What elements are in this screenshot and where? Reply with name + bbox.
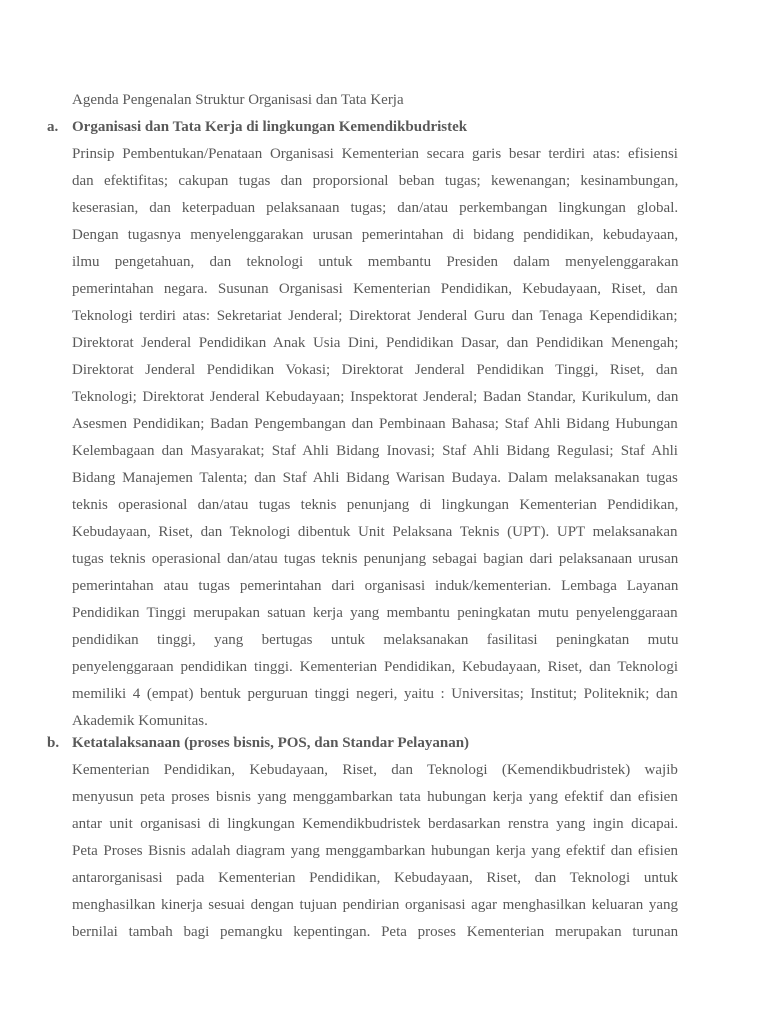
paragraph-line: Kelembagaan dan Masyarakat; Staf Ahli Bidang Inovasi; Staf Ahli Bidang Regulasi; Staf Ahli	[72, 443, 678, 459]
section-b-heading	[47, 730, 687, 757]
agenda-title: Agenda Pengenalan Struktur Organisasi dan Tata Kerja	[72, 92, 404, 108]
paragraph-line: menghasilkan kinerja sesuai dengan tujuan pendirian organisasi agar menghasilkan keluaran yang	[72, 897, 679, 913]
paragraph-line: pendidikan tinggi, yang bertugas untuk melaksanakan fasilitasi peningkatan mutu	[72, 632, 679, 648]
paragraph-line: teknis operasional dan/atau tugas teknis penunjang di lingkungan Kementerian Pendidikan,	[72, 497, 679, 513]
paragraph-line: memiliki 4 (empat) bentuk perguruan tinggi negeri, yaitu : Universitas; Institut; Politeknik; dan	[72, 686, 678, 702]
paragraph-line: penyelenggaraan pendidikan tinggi. Kementerian Pendidikan, Kebudayaan, Riset, dan Teknologi	[72, 659, 679, 675]
paragraph-line: Peta Proses Bisnis adalah diagram yang menggambarkan hubungan kerja yang efektif dan efisien	[72, 843, 678, 859]
paragraph-line: Dengan tugasnya menyelenggarakan urusan pemerintahan di bidang pendidikan, kebudayaan,	[72, 227, 679, 243]
paragraph-line: Kementerian Pendidikan, Kebudayaan, Riset, dan Teknologi (Kemendikbudristek) wajib	[72, 762, 678, 778]
paragraph-line: antar unit organisasi di lingkungan Kemendikbudristek berdasarkan renstra yang ingin dicapai.	[72, 816, 679, 832]
paragraph-line: Pendidikan Tinggi merupakan satuan kerja yang membantu peningkatan mutu penyelenggaraan	[72, 605, 678, 621]
section-b-marker: b.	[47, 735, 60, 751]
paragraph-line: ilmu pengetahuan, dan teknologi untuk membantu Presiden dalam menyelenggarakan	[72, 254, 679, 270]
section-a-paragraph	[72, 141, 678, 735]
paragraph-line: tugas teknis operasional dan/atau tugas teknis penunjang sebagai bagian dari pelaksanaan urusan	[72, 551, 679, 567]
paragraph-line: pemerintahan atau tugas pemerintahan dari organisasi induk/kementerian. Lembaga Layanan	[72, 578, 679, 594]
paragraph-line: Teknologi; Direktorat Jenderal Kebudayaan; Inspektorat Jenderal; Badan Standar, Kurikulum, dan	[72, 389, 679, 405]
paragraph-line: Prinsip Pembentukan/Penataan Organisasi Kementerian secara garis besar terdiri atas: efisiensi	[72, 146, 678, 162]
section-a-heading	[47, 114, 687, 141]
paragraph-line: Akademik Komunitas.	[72, 713, 208, 729]
paragraph-line: menyusun peta proses bisnis yang menggambarkan tata hubungan kerja yang efektif dan efisien	[72, 789, 678, 805]
paragraph-line: Teknologi terdiri atas: Sekretariat Jenderal; Direktorat Jenderal Guru dan Tenaga Kependidikan;	[72, 308, 678, 324]
paragraph-line: bernilai tambah bagi pemangku kepentingan. Peta proses Kementerian merupakan turunan	[72, 924, 679, 940]
paragraph-line: Kebudayaan, Riset, dan Teknologi dibentuk Unit Pelaksana Teknis (UPT). UPT melaksanakan	[72, 524, 678, 540]
paragraph-line: Asesmen Pendidikan; Badan Pengembangan dan Pembinaan Bahasa; Staf Ahli Bidang Hubungan	[72, 416, 678, 432]
paragraph-line: Direktorat Jenderal Pendidikan Anak Usia Dini, Pendidikan Dasar, dan Pendidikan Menengah;	[72, 335, 679, 351]
section-b-paragraph	[72, 757, 678, 946]
paragraph-line: antarorganisasi pada Kementerian Pendidikan, Kebudayaan, Riset, dan Teknologi untuk	[72, 870, 679, 886]
paragraph-line: Bidang Manajemen Talenta; dan Staf Ahli Bidang Warisan Budaya. Dalam melaksanakan tugas	[72, 470, 678, 486]
paragraph-line: pemerintahan negara. Susunan Organisasi Kementerian Pendidikan, Kebudayaan, Riset, dan	[72, 281, 678, 297]
paragraph-line: dan efektifitas; cakupan tugas dan proporsional beban tugas; kewenangan; kesinambungan,	[72, 173, 679, 189]
section-a-heading-text: Organisasi dan Tata Kerja di lingkungan Kemendikbudristek	[72, 119, 468, 135]
paragraph-line: Direktorat Jenderal Pendidikan Vokasi; Direktorat Jenderal Pendidikan Tinggi, Riset, dan	[72, 362, 678, 378]
paragraph-line: keserasian, dan keterpaduan pelaksanaan tugas; dan/atau perkembangan lingkungan global.	[72, 200, 679, 216]
section-b-heading-text: Ketatalaksanaan (proses bisnis, POS, dan Standar Pelayanan)	[72, 735, 470, 751]
section-a-marker: a.	[47, 119, 59, 135]
